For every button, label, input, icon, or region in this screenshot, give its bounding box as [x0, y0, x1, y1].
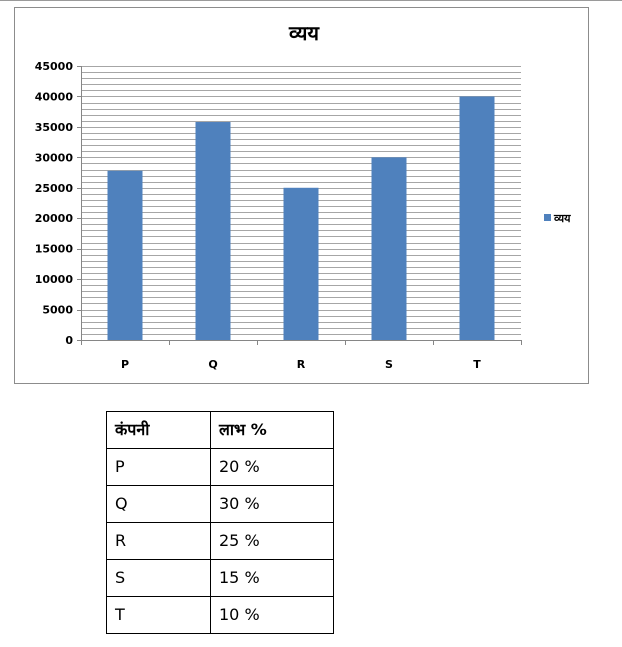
- table-row: [107, 597, 334, 634]
- cell-profit: 15 %: [211, 560, 334, 597]
- expense-bar-chart: [15, 8, 590, 385]
- y-tick-label: 20000: [34, 212, 73, 226]
- x-tick-label: R: [296, 358, 306, 371]
- y-tick-label: 0: [65, 334, 73, 347]
- cell-company: P: [107, 449, 211, 486]
- table-row: [107, 486, 334, 523]
- y-tick-label: 15000: [34, 242, 73, 256]
- x-tick-label: T: [473, 358, 481, 371]
- profit-table: [106, 411, 334, 634]
- table-header-row: [107, 412, 334, 449]
- cell-profit: 25 %: [211, 523, 334, 560]
- legend: [544, 212, 571, 225]
- y-tick-label: 10000: [34, 273, 73, 287]
- cell-profit: 20 %: [211, 449, 334, 486]
- x-axis-tick-labels: [82, 340, 522, 371]
- legend-label: व्यय: [554, 212, 571, 225]
- y-tick-label: 40000: [34, 90, 73, 104]
- y-tick-label: 25000: [34, 181, 73, 195]
- cell-company: S: [107, 560, 211, 597]
- table-row: [107, 560, 334, 597]
- bar-Q: [196, 122, 231, 340]
- x-tick-label: P: [120, 358, 130, 371]
- y-axis-tick-labels: [35, 60, 81, 347]
- header-profit-percent: लाभ %: [211, 412, 334, 449]
- top-rule: [0, 0, 622, 1]
- y-tick-label: 30000: [34, 151, 73, 165]
- cell-profit: 10 %: [211, 597, 334, 634]
- legend-swatch: [544, 214, 551, 221]
- y-tick-label: 45000: [34, 60, 73, 73]
- x-tick-label: S: [385, 358, 393, 371]
- cell-profit: 30 %: [211, 486, 334, 523]
- bar-T: [460, 96, 495, 340]
- bar-S: [372, 157, 407, 340]
- cell-company: T: [107, 597, 211, 634]
- y-tick-label: 35000: [34, 120, 73, 134]
- table-row: [107, 523, 334, 560]
- bar-P: [108, 171, 143, 340]
- x-tick-label: Q: [208, 358, 218, 371]
- header-company: कंपनी: [107, 412, 211, 449]
- chart-area: [14, 7, 589, 384]
- chart-title: व्यय: [288, 21, 320, 45]
- bar-R: [284, 188, 319, 340]
- y-tick-label: 5000: [42, 303, 73, 317]
- cell-company: Q: [107, 486, 211, 523]
- table-row: [107, 449, 334, 486]
- cell-company: R: [107, 523, 211, 560]
